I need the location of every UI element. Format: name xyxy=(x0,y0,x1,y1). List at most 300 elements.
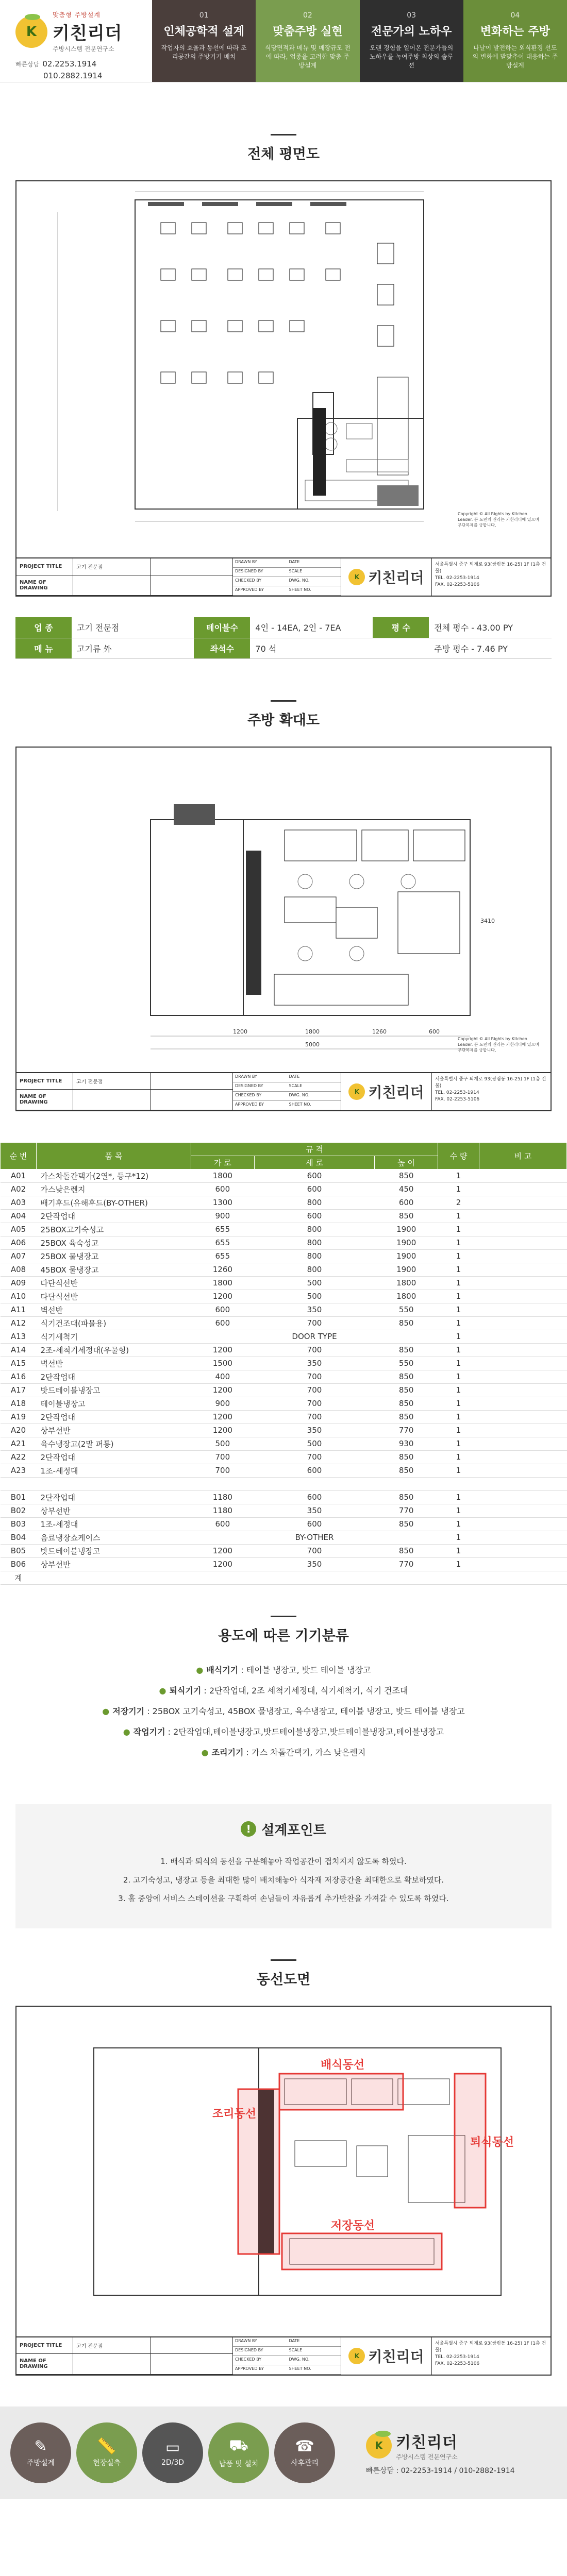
cell-qty: 1 xyxy=(438,1504,479,1517)
table-row xyxy=(1,1169,567,1182)
cell-name: 다단식선반 xyxy=(37,1276,191,1290)
title-bar xyxy=(271,134,296,135)
cell-no: A09 xyxy=(1,1276,37,1290)
cell-width xyxy=(191,1571,255,1584)
cell-no: A21 xyxy=(1,1437,37,1450)
info-value: 고기류 外 xyxy=(72,638,194,658)
cell-height: 850 xyxy=(375,1343,438,1357)
cell-no: A14 xyxy=(1,1343,37,1357)
design-point-title-text: 설계포인트 xyxy=(261,1822,326,1838)
logo[interactable] xyxy=(15,10,152,53)
cell-qty: 1 xyxy=(438,1490,479,1504)
flow-zone-serve xyxy=(279,2074,403,2110)
phone-2[interactable]: 010.2882.1914 xyxy=(43,71,103,80)
cell-note xyxy=(479,1544,567,1557)
cell-no: A20 xyxy=(1,1423,37,1437)
cell-width: 1500 xyxy=(191,1357,255,1370)
design-point-item: 1. 배식과 퇴식의 동선을 구분해놓아 작업공간이 겹치지지 않도록 하였다. xyxy=(160,1856,407,1866)
cell-no: A07 xyxy=(1,1249,37,1263)
address: 서울특별시 중구 퇴계로 93(쌍림동 16-25) 1F (1층 건물) xyxy=(435,562,546,574)
table-row xyxy=(1,1263,567,1276)
service-circle[interactable] xyxy=(76,2422,137,2483)
logo-box xyxy=(0,0,152,82)
table-row xyxy=(1,1490,567,1504)
cell-depth: 350 xyxy=(254,1303,375,1316)
cell-depth: 700 xyxy=(254,1316,375,1330)
dim-label: 1260 xyxy=(372,1028,387,1035)
title-block xyxy=(16,1072,551,1110)
cell-depth: 600 xyxy=(254,1209,375,1223)
col-header-height: 높 이 xyxy=(375,1156,438,1169)
cell-qty: 1 xyxy=(438,1223,479,1236)
cell-name: 1조-세정대 xyxy=(37,1517,191,1531)
cell-height: 850 xyxy=(375,1410,438,1423)
cell-name: 25BOX 물냉장고 xyxy=(37,1249,191,1263)
cell-qty: 1 xyxy=(438,1437,479,1450)
cell-height: 550 xyxy=(375,1357,438,1370)
cell-no: A13 xyxy=(1,1330,37,1343)
cell-height: 850 xyxy=(375,1316,438,1330)
cell-width: 655 xyxy=(191,1249,255,1263)
cell-note xyxy=(479,1437,567,1450)
cell-width: 1180 xyxy=(191,1504,255,1517)
cell-name: 밧드테이블냉장고 xyxy=(37,1383,191,1397)
step-desc: 나날이 발전하는 외식환경 선도의 변화에 발맞추어 대응하는 주방설계 xyxy=(472,44,558,69)
category-item: ● 배식기기 : 테이블 냉장고, 밧드 테이블 냉장고 xyxy=(196,1665,371,1675)
table-row xyxy=(1,1531,567,1544)
col-header-qty: 수 량 xyxy=(438,1142,479,1169)
cell-note xyxy=(479,1423,567,1437)
cell-note xyxy=(479,1196,567,1209)
cell-width: 600 xyxy=(191,1517,255,1531)
category-item: ● 퇴식기기 : 2단작업대, 2조 세척기세정대, 식기세척기, 식기 건조대 xyxy=(159,1685,408,1696)
logo-name: 키친리더 xyxy=(396,2434,458,2452)
cell-height: 850 xyxy=(375,1169,438,1182)
cell-no: A08 xyxy=(1,1263,37,1276)
cell-width: 700 xyxy=(191,1464,255,1477)
cell-width: 400 xyxy=(191,1370,255,1383)
cell-name: 2단작업대 xyxy=(37,1450,191,1464)
cell-qty: 1 xyxy=(438,1330,479,1343)
info-label: 좌석수 xyxy=(194,638,250,658)
cell-width: 1200 xyxy=(191,1290,255,1303)
cell-depth: 500 xyxy=(254,1437,375,1450)
cell-depth: 800 xyxy=(254,1236,375,1249)
cell-depth: 700 xyxy=(254,1450,375,1464)
table-row xyxy=(1,1357,567,1370)
cell-no: A18 xyxy=(1,1397,37,1410)
step-title: 변화하는 주방 xyxy=(480,25,550,38)
table-row xyxy=(1,1397,567,1410)
cell-width: 500 xyxy=(191,1437,255,1450)
design-point-list xyxy=(15,1852,552,1908)
flow-label-cook: 조리동선 xyxy=(212,2107,257,2121)
step-card xyxy=(152,0,256,82)
logo-tagline: 맞춤형 주방설계 xyxy=(53,11,101,19)
table-row xyxy=(1,1303,567,1316)
cell-no: A19 xyxy=(1,1410,37,1423)
tb-drawn: DRAWN BY xyxy=(233,558,287,568)
cell-qty: 1 xyxy=(438,1357,479,1370)
section-category xyxy=(0,1585,567,1645)
table-row xyxy=(1,1290,567,1303)
cell-height: 850 xyxy=(375,1517,438,1531)
table-row xyxy=(1,1276,567,1290)
cell-name xyxy=(37,1477,191,1490)
table-row xyxy=(1,1182,567,1196)
design-point-title xyxy=(241,1820,326,1839)
step-title: 전문가의 노하우 xyxy=(371,25,452,38)
cell-width: 655 xyxy=(191,1236,255,1249)
cell-name: 25BOX 육숙성고 xyxy=(37,1236,191,1249)
cell-note xyxy=(479,1276,567,1290)
cell-height: 1900 xyxy=(375,1249,438,1263)
footer-logo xyxy=(366,2430,515,2476)
cell-name: 상부선반 xyxy=(37,1557,191,1571)
cell-no: A15 xyxy=(1,1357,37,1370)
cell-note xyxy=(479,1490,567,1504)
table-row xyxy=(1,1571,567,1584)
table-row xyxy=(1,1196,567,1209)
flow-label-serve: 배식동선 xyxy=(321,2058,365,2072)
step-card xyxy=(360,0,463,82)
cell-width: 900 xyxy=(191,1397,255,1410)
cell-note xyxy=(479,1477,567,1490)
cell-width: 600 xyxy=(191,1303,255,1316)
cell-no: B05 xyxy=(1,1544,37,1557)
cell-width: 655 xyxy=(191,1223,255,1236)
cell-name: 45BOX 물냉장고 xyxy=(37,1263,191,1276)
tb-scale: SCALE xyxy=(287,1082,341,1092)
info-value: 4인 - 14EA, 2인 - 7EA xyxy=(250,617,373,638)
cell-height: 850 xyxy=(375,1209,438,1223)
cell-name: 식기세척기 xyxy=(37,1330,191,1343)
cell-no: A11 xyxy=(1,1303,37,1316)
cell-no: A03 xyxy=(1,1196,37,1209)
logo-icon: K xyxy=(348,1083,365,1100)
dim-label: 3410 xyxy=(480,917,495,924)
cell-qty: 1 xyxy=(438,1517,479,1531)
service-circle[interactable] xyxy=(208,2422,269,2483)
info-value: 전체 평수 - 43.00 PY xyxy=(429,617,552,638)
cell-note xyxy=(479,1316,567,1330)
table-row xyxy=(1,1223,567,1236)
cell-depth: 700 xyxy=(254,1383,375,1397)
cell-height: 850 xyxy=(375,1397,438,1410)
tb-approved: APPROVED BY xyxy=(233,1101,287,1110)
cell-height: 850 xyxy=(375,1490,438,1504)
cell-depth xyxy=(254,1477,375,1490)
step-title: 맞춤주방 실현 xyxy=(273,25,343,38)
service-label: 현장실측 xyxy=(92,2459,121,2467)
cell-name: 테이블냉장고 xyxy=(37,1397,191,1410)
step-number: 01 xyxy=(199,11,209,20)
drawing-notes: Copyright © All Rights by Kitchen Leader. 본 도면의 권리는 키친리더에 있으며 무단복제를 금합니다. xyxy=(458,1036,539,1053)
step-number: 04 xyxy=(510,11,520,20)
cell-no: A17 xyxy=(1,1383,37,1397)
table-row xyxy=(1,1437,567,1450)
service-circle[interactable] xyxy=(142,2422,203,2483)
table-row xyxy=(1,1477,567,1490)
col-header-no: 순 번 xyxy=(1,1142,37,1169)
col-header-width: 가 로 xyxy=(191,1156,255,1169)
tb-checked: CHECKED BY xyxy=(233,1092,287,1101)
cell-depth: 800 xyxy=(254,1223,375,1236)
section-floor-plan xyxy=(0,82,567,163)
section-title: 동선도면 xyxy=(256,1971,311,1988)
category-value: 25BOX 고기숙성고, 45BOX 물냉장고, 육수냉장고, 테이블 냉장고, 밧드 테이블 냉장고 xyxy=(152,1706,465,1716)
project-title-label: PROJECT TITLE xyxy=(16,558,73,575)
tb-logo xyxy=(341,2337,432,2375)
support-icon: ☎ xyxy=(295,2437,314,2455)
header xyxy=(0,0,567,82)
tb-checked: CHECKED BY xyxy=(233,2356,287,2365)
service-circle[interactable] xyxy=(10,2422,71,2483)
info-label: 테이블수 xyxy=(194,617,250,638)
address: 서울특별시 중구 퇴계로 93(쌍림동 16-25) 1F (1층 건물) xyxy=(435,1076,546,1089)
tb-approved: APPROVED BY xyxy=(233,586,287,596)
cell-name: 가스차돌간택가(2열*, 등구*12) xyxy=(37,1169,191,1182)
cell-width xyxy=(191,1477,255,1490)
cell-qty xyxy=(438,1477,479,1490)
title-bar xyxy=(271,1616,296,1617)
cell-depth: 350 xyxy=(254,1557,375,1571)
cell-qty: 1 xyxy=(438,1397,479,1410)
cell-note xyxy=(479,1517,567,1531)
cell-qty: 1 xyxy=(438,1303,479,1316)
cell-note xyxy=(479,1357,567,1370)
table-row xyxy=(1,1517,567,1531)
cell-width: 600 xyxy=(191,1316,255,1330)
cell-no: B03 xyxy=(1,1517,37,1531)
tel: TEL. 02-2253-1914 xyxy=(435,2354,479,2360)
category-key: 조리기기 xyxy=(211,1747,244,1757)
cell-name: 2단작업대 xyxy=(37,1410,191,1423)
cell-depth: 800 xyxy=(254,1196,375,1209)
cell-no: B06 xyxy=(1,1557,37,1571)
step-desc: 작업자의 효율과 동선에 따라 조리공간의 주방기기 배치 xyxy=(161,44,247,60)
category-value: 가스 차돌간택기, 가스 낮은렌지 xyxy=(252,1747,366,1757)
footer xyxy=(0,2406,567,2499)
cell-name: 가스낮은렌지 xyxy=(37,1182,191,1196)
cell-depth: 600 xyxy=(254,1169,375,1182)
tb-designed: DESIGNED BY xyxy=(233,1082,287,1092)
dim-label: 1800 xyxy=(305,1028,320,1035)
design-point-item: 3. 홀 중앙에 서비스 스테이션을 구획하여 손님들이 자유롭게 추가반찬을 가져갈 수 있도록 하였다. xyxy=(118,1893,449,1903)
cell-width: 600 xyxy=(191,1182,255,1196)
step-number: 02 xyxy=(303,11,312,20)
measure-icon: 📏 xyxy=(97,2437,116,2455)
cell-depth xyxy=(254,1571,375,1584)
cell-depth: 700 xyxy=(254,1370,375,1383)
tb-address xyxy=(432,1073,551,1110)
cell-width: 1200 xyxy=(191,1343,255,1357)
logo-icon: K xyxy=(366,2433,392,2459)
cell-width: 1200 xyxy=(191,1544,255,1557)
cell-depth: 700 xyxy=(254,1410,375,1423)
logo[interactable] xyxy=(366,2430,515,2461)
cell-note xyxy=(479,1182,567,1196)
contact-label: 빠른상담 xyxy=(15,61,40,68)
table-row xyxy=(1,1236,567,1249)
cell-qty: 1 xyxy=(438,1169,479,1182)
flow-plan-svg xyxy=(16,2007,551,2336)
table-row xyxy=(1,1383,567,1397)
cell-height: 850 xyxy=(375,1464,438,1477)
cell-name: 1조-세정대 xyxy=(37,1464,191,1477)
cell-width: 1800 xyxy=(191,1169,255,1182)
floor-plan-svg xyxy=(16,181,551,557)
cell-width xyxy=(191,1531,255,1544)
cell-qty: 1 xyxy=(438,1423,479,1437)
cell-height: 450 xyxy=(375,1182,438,1196)
cell-height: 850 xyxy=(375,1370,438,1383)
fax: FAX. 02-2253-5106 xyxy=(435,1096,480,1102)
cell-width: 1260 xyxy=(191,1263,255,1276)
cell-depth: 600 xyxy=(254,1490,375,1504)
service-label: 납품 및 설치 xyxy=(219,2460,259,2468)
tel: TEL. 02-2253-1914 xyxy=(435,1090,479,1095)
project-title: 고기 전문점 xyxy=(73,558,151,575)
project-title: 고기 전문점 xyxy=(73,1073,151,1090)
cell-qty: 1 xyxy=(438,1263,479,1276)
category-item: ● 저장기기 : 25BOX 고기숙성고, 45BOX 물냉장고, 육수냉장고, 테이블 냉장고, 밧드 테이블 냉장고 xyxy=(102,1706,465,1716)
cell-depth: 800 xyxy=(254,1263,375,1276)
tb-date: DATE xyxy=(287,1073,341,1082)
info-label: 업 종 xyxy=(15,617,72,638)
cell-no: A23 xyxy=(1,1464,37,1477)
cell-note xyxy=(479,1571,567,1584)
section-flow-plan xyxy=(0,1928,567,1988)
info-value: 70 석 xyxy=(250,638,373,658)
fax: FAX. 02-2253-5106 xyxy=(435,582,480,587)
cell-height: 770 xyxy=(375,1423,438,1437)
table-row xyxy=(1,1557,567,1571)
logo-subtitle: 주방시스템 전문연구소 xyxy=(396,2453,458,2461)
cell-name: 2단작업대 xyxy=(37,1370,191,1383)
tb-designed: DESIGNED BY xyxy=(233,568,287,577)
phone-1[interactable]: 02.2253.1914 xyxy=(42,59,97,69)
cell-note xyxy=(479,1370,567,1383)
cell-qty: 1 xyxy=(438,1544,479,1557)
cell-depth: 800 xyxy=(254,1249,375,1263)
logo-name: 키친리더 xyxy=(53,23,123,44)
cell-depth: 600 xyxy=(254,1182,375,1196)
cell-depth: 350 xyxy=(254,1357,375,1370)
service-circles xyxy=(10,2422,340,2483)
cell-depth: 350 xyxy=(254,1504,375,1517)
cell-height xyxy=(375,1477,438,1490)
cell-width: 1180 xyxy=(191,1490,255,1504)
cell-note xyxy=(479,1223,567,1236)
equipment-table-body xyxy=(1,1169,567,1584)
cell-height: 1800 xyxy=(375,1290,438,1303)
cell-no: A12 xyxy=(1,1316,37,1330)
step-desc: 오랜 경험을 일어온 전문가들의 노하우를 녹여주방 최상의 솔루션 xyxy=(370,44,454,69)
category-key: 저장기기 xyxy=(112,1706,145,1716)
cell-name: 밧드테이블냉장고 xyxy=(37,1544,191,1557)
fax: FAX. 02-2253-5106 xyxy=(435,2361,480,2366)
cell-note xyxy=(479,1169,567,1182)
logo-icon: K xyxy=(348,569,365,585)
cell-depth: 500 xyxy=(254,1290,375,1303)
cell-qty: 1 xyxy=(438,1343,479,1357)
table-row xyxy=(1,1410,567,1423)
cell-name: 벽선반 xyxy=(37,1357,191,1370)
cell-no: A16 xyxy=(1,1370,37,1383)
tb-scale: SCALE xyxy=(287,568,341,577)
tb-date: DATE xyxy=(287,2337,341,2347)
cell-no: B04 xyxy=(1,1531,37,1544)
tb-brand: 키친리더 xyxy=(368,2348,424,2365)
tb-address xyxy=(432,558,551,596)
tb-approved: APPROVED BY xyxy=(233,2365,287,2375)
cell-name: 배기후드(유해후드(BY-OTHER) xyxy=(37,1196,191,1209)
tb-drawn: DRAWN BY xyxy=(233,1073,287,1082)
service-label: 2D/3D xyxy=(161,2459,185,2467)
drawing-notes: Copyright © All Rights by Kitchen Leader. 본 도면의 권리는 키친리더에 있으며 무단복제를 금합니다. xyxy=(458,512,539,528)
footer-contact[interactable]: 빠른상담 : 02-2253-1914 / 010-2882-1914 xyxy=(366,2467,515,2475)
cell-depth: 500 xyxy=(254,1276,375,1290)
drawing-name-label: NAME OF DRAWING xyxy=(16,575,73,596)
category-key: 배식기기 xyxy=(206,1665,239,1675)
drawing-icon: ▭ xyxy=(165,2438,180,2456)
table-row xyxy=(1,1343,567,1357)
cell-name: 2단작업대 xyxy=(37,1209,191,1223)
cell-no: A06 xyxy=(1,1236,37,1249)
cell-name: 식기건조대(파물용) xyxy=(37,1316,191,1330)
step-card xyxy=(463,0,567,82)
title-bar xyxy=(271,1959,296,1961)
tel: TEL. 02-2253-1914 xyxy=(435,575,479,581)
tb-dwg: DWG. NO. xyxy=(287,2356,341,2365)
cell-no: 계 xyxy=(1,1571,37,1584)
title-bar xyxy=(271,700,296,702)
project-title-label: PROJECT TITLE xyxy=(16,2337,73,2354)
logo-subtitle: 주방시스템 전문연구소 xyxy=(53,45,114,53)
category-item: ● 작업기기 : 2단작업대,테이블냉장고,밧드테이블냉장고,밧드테이블냉장고,테이블냉장고 xyxy=(123,1726,444,1737)
cell-width: 1200 xyxy=(191,1423,255,1437)
cell-name: 음료냉장쇼케이스 xyxy=(37,1531,191,1544)
cell-note xyxy=(479,1450,567,1464)
service-label: 사후관리 xyxy=(290,2459,319,2467)
category-key: 퇴식기기 xyxy=(169,1685,202,1696)
tb-brand: 키친리더 xyxy=(368,569,424,586)
cell-name: 벽선반 xyxy=(37,1303,191,1316)
tb-sheet: SHEET NO. xyxy=(287,586,341,596)
table-row xyxy=(1,1544,567,1557)
cell-height: 1900 xyxy=(375,1236,438,1249)
cell-note xyxy=(479,1236,567,1249)
cell-width: 700 xyxy=(191,1450,255,1464)
section-kitchen-plan xyxy=(0,659,567,729)
cell-height: 770 xyxy=(375,1557,438,1571)
service-circle[interactable] xyxy=(274,2422,335,2483)
cell-qty: 1 xyxy=(438,1464,479,1477)
cell-width xyxy=(191,1330,255,1343)
cell-name: 2단작업대 xyxy=(37,1490,191,1504)
cell-name: 2조-세척기세정대(우물형) xyxy=(37,1343,191,1357)
step-number: 03 xyxy=(407,11,416,20)
section-title: 전체 평면도 xyxy=(247,146,320,162)
cell-name: 상부선반 xyxy=(37,1423,191,1437)
cell-qty: 1 xyxy=(438,1316,479,1330)
dim-label: 1200 xyxy=(233,1028,247,1035)
table-row xyxy=(1,1249,567,1263)
cell-qty: 1 xyxy=(438,1557,479,1571)
table-row xyxy=(1,1316,567,1330)
cell-qty: 1 xyxy=(438,1410,479,1423)
